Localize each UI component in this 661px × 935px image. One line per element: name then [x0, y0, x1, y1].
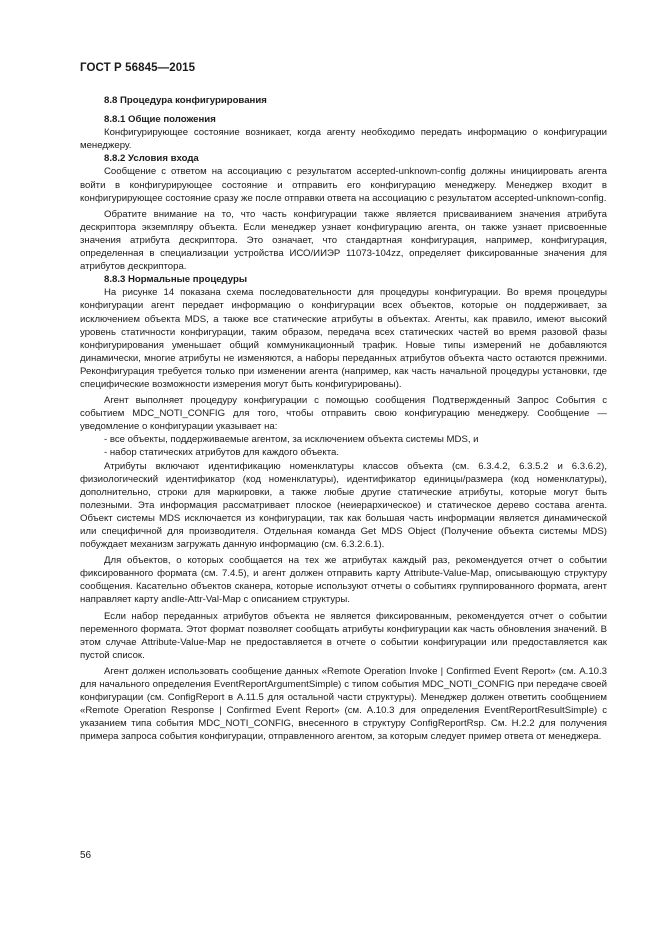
- paragraph: Агент выполняет процедуру конфигурации с помощью сообщения Подтвержденный Запрос События с событием MDC_NOTI_CONFIG для того, чтобы отправить свою конфигурацию менеджеру. Сообщение — уведомление о конфигурации указывает на:: [80, 395, 607, 433]
- section-heading-8-8-1: 8.8.1 Общие положения: [104, 114, 216, 126]
- list-item: - набор статических атрибутов для каждого объекта.: [104, 447, 339, 459]
- paragraph: Агент должен использовать сообщение данных «Remote Operation Invoke | Confirmed Event Report» (см. А.10.3 для начального определения EventReportArgumentSimple) с типом события MDC_NOTI_CONFIG при передаче своей конфигурации (см. ConfigReport в А.11.5 для остальной части структуры). Менеджер должен ответить сообщением «Remote Operation Response | Confirmed Event Report» (см. А.10.3 для определения EventReportResultSimple) с указанием типа события MDC_NOTI_CONFIG, внесенного в структуру ConfigReportRsp. См. Н.2.2 для получения примера запроса события конфигурации, отправленного агентом, за которым следует пример ответа от менеджера.: [80, 665, 607, 743]
- document-body: [80, 94, 607, 744]
- page-number: 56: [80, 850, 92, 861]
- section-heading-8-8-3: 8.8.3 Нормальные процедуры: [104, 274, 248, 286]
- paragraph: Если набор переданных атрибутов объекта не является фиксированным, рекомендуется отчет о событии переменного формата. Этот формат позволяет сообщать атрибуты конфигурации как часть обновления значений. В этом случае Attribute-Value-Map не предоставляется в отчете о событии конфигурации или предоставляется как пустой список.: [80, 610, 607, 661]
- paragraph: Для объектов, о которых сообщается на тех же атрибутах каждый раз, рекомендуется отчет о событии фиксированного формата (см. 7.4.5), и агент должен отправить карту Attribute-Value-Map, описывающую структуру сообщения. Касательно объектов сканера, которые используют отчеты о событиях группированного формата, агент направляет карту andle-Attr-Val-Map с описанием структуры.: [80, 555, 607, 606]
- paragraph: Сообщение с ответом на ассоциацию с результатом accepted-unknown-config должны инициировать агента войти в конфигурирующее состояние и отправить его конфигурацию менеджеру. Менеджер входит в конфигурирующее состояние сразу же после отправки ответа на ассоциацию с результатом accepted-unknown-config.: [80, 166, 607, 204]
- paragraph: На рисунке 14 показана схема последовательности для процедуры конфигурации. Во время процедуры конфигурации агент передает информацию о конфигурации всех объектов, которые он поддерживает, за исключением объекта MDS, а также все статические атрибуты в объектах. Агенты, как правило, имеют высокий уровень статичности конфигурации, таким образом, передача всех статических частей во время разовой фазы конфигурирования уменьшает общий коммуникационный трафик. Новые типы измерений не добавляются динамически, многие атрибуты не изменяются, а наборы переданных атрибутов объекта часто остаются прежними. Реконфигурация требуется только при изменении агента (например, как часть начальной процедуры установки, где специфические возможности измерения могут быть конфигурированы).: [80, 287, 607, 390]
- paragraph: Конфигурирующее состояние возникает, когда агенту необходимо передать информацию о конфигурации менеджеру.: [80, 127, 607, 152]
- paragraph: Атрибуты включают идентификацию номенклатуры классов объекта (см. 6.3.4.2, 6.3.5.2 и 6.3.6.2), физиологический идентификатор (код номенклатуры), идентификатор единицы/размера (код номенклатуры), дополнительно, строки для маркировки, а также любые другие статические атрибуты, которые могут быть полезными. Эта информация рассматривает плоское (неиерархическое) и статическое дерево состава агента. Объект системы MDS исключается из конфигурации, так как большая часть информации является динамической или специфичной для производителя. Отдельная команда Get MDS Object (Получение объекта системы MDS) побуждает механизм загружать данную информацию (см. 6.3.2.6.1).: [80, 460, 607, 551]
- section-heading-8-8-2: 8.8.2 Условия входа: [104, 153, 199, 165]
- section-heading-8-8: 8.8 Процедура конфигурирования: [104, 95, 267, 106]
- list-item: - все объекты, поддерживаемые агентом, за исключением объекта системы MDS, и: [104, 434, 479, 446]
- page-header-standard: ГОСТ Р 56845—2015: [80, 62, 196, 74]
- paragraph: Обратите внимание на то, что часть конфигурации также является присваиванием значения атрибута дескриптора экземпляру объекта. Если менеджер узнает конфигурацию агента, он также узнает присвоенные значения атрибута дескриптора. Это означает, что стандартная конфигурация, например, конфигурация, определенная в специализации устройства ИСО/ИИЭР 11073-104zz, определяет фиксированные значения для атрибутов дескриптора.: [80, 208, 607, 273]
